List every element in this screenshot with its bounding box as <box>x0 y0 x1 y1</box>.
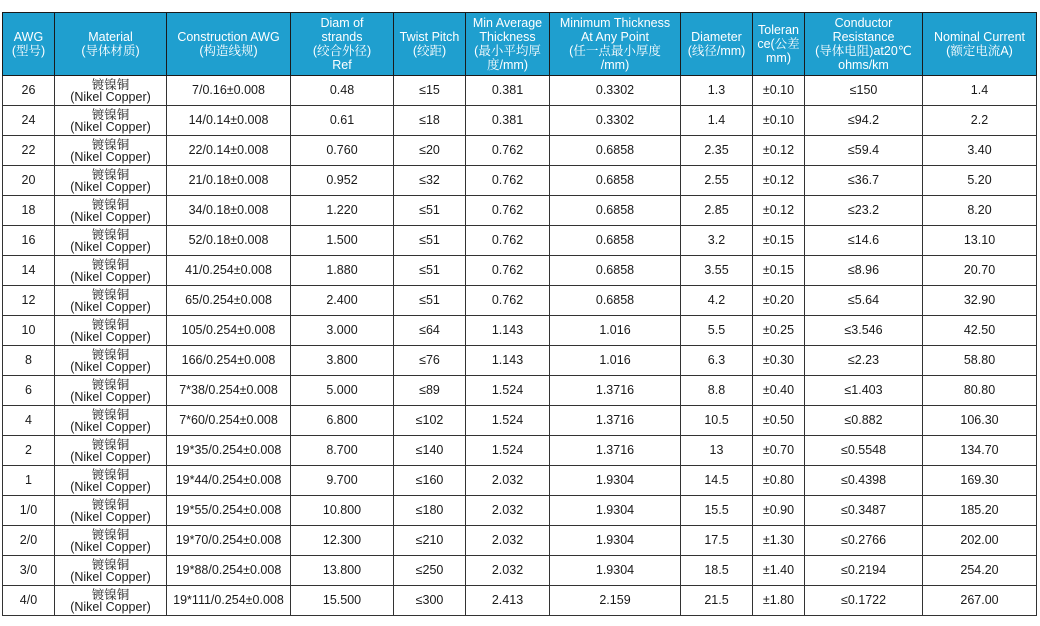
column-header-line: (绞距) <box>412 44 447 58</box>
wire-spec-table <box>2 12 1037 616</box>
cell-material <box>55 436 167 466</box>
cell-min-thickness-point: 1.3716 <box>550 406 681 436</box>
column-header-line: 度/mm) <box>487 58 528 72</box>
material-chinese: 镀镍铜 <box>91 557 130 572</box>
cell-diam-strands: 3.000 <box>291 316 394 346</box>
cell-nominal-current: 13.10 <box>923 226 1037 256</box>
cell-tolerance: ±0.15 <box>753 226 805 256</box>
table-row <box>3 196 1037 226</box>
table-row <box>3 346 1037 376</box>
material-english: (Nikel Copper) <box>70 299 151 314</box>
material-english: (Nikel Copper) <box>70 209 151 224</box>
material-chinese: 镀镍铜 <box>91 197 130 212</box>
table-row <box>3 136 1037 166</box>
cell-awg: 26 <box>3 76 55 106</box>
column-header-diameter <box>681 13 753 76</box>
table-row <box>3 256 1037 286</box>
material-chinese: 镀镍铜 <box>91 257 130 272</box>
cell-diam-strands: 13.800 <box>291 556 394 586</box>
material-english: (Nikel Copper) <box>70 239 151 254</box>
material-english: (Nikel Copper) <box>70 359 151 374</box>
cell-awg: 2/0 <box>3 526 55 556</box>
cell-material <box>55 256 167 286</box>
material-chinese: 镀镍铜 <box>91 377 130 392</box>
cell-twist-pitch: ≤20 <box>394 136 466 166</box>
cell-diam-strands: 1.500 <box>291 226 394 256</box>
cell-material <box>55 136 167 166</box>
cell-nominal-current: 80.80 <box>923 376 1037 406</box>
cell-diam-strands: 0.61 <box>291 106 394 136</box>
cell-construction: 7/0.16±0.008 <box>167 76 291 106</box>
cell-min-avg-thickness: 0.762 <box>466 136 550 166</box>
cell-min-thickness-point: 1.016 <box>550 316 681 346</box>
cell-tolerance: ±0.80 <box>753 466 805 496</box>
table-row <box>3 376 1037 406</box>
cell-conductor-resistance: ≤0.882 <box>805 406 923 436</box>
cell-conductor-resistance: ≤0.3487 <box>805 496 923 526</box>
cell-material <box>55 526 167 556</box>
cell-conductor-resistance: ≤1.403 <box>805 376 923 406</box>
cell-tolerance: ±0.70 <box>753 436 805 466</box>
header-row <box>3 13 1037 76</box>
cell-awg: 3/0 <box>3 556 55 586</box>
material-chinese: 镀镍铜 <box>91 317 130 332</box>
cell-diameter: 17.5 <box>681 526 753 556</box>
cell-tolerance: ±1.40 <box>753 556 805 586</box>
cell-nominal-current: 106.30 <box>923 406 1037 436</box>
cell-diameter: 14.5 <box>681 466 753 496</box>
cell-nominal-current: 267.00 <box>923 586 1037 616</box>
cell-diam-strands: 3.800 <box>291 346 394 376</box>
cell-construction: 19*44/0.254±0.008 <box>167 466 291 496</box>
cell-diam-strands: 12.300 <box>291 526 394 556</box>
cell-conductor-resistance: ≤3.546 <box>805 316 923 346</box>
cell-twist-pitch: ≤160 <box>394 466 466 496</box>
table-row <box>3 166 1037 196</box>
material-chinese: 镀镍铜 <box>91 137 130 152</box>
cell-diam-strands: 1.880 <box>291 256 394 286</box>
material-english: (Nikel Copper) <box>70 329 151 344</box>
column-header-line: Diam of <box>320 16 364 30</box>
cell-material <box>55 316 167 346</box>
table-row <box>3 466 1037 496</box>
cell-diam-strands: 0.48 <box>291 76 394 106</box>
cell-min-thickness-point: 0.3302 <box>550 106 681 136</box>
column-header-line: Nominal Current <box>933 30 1025 44</box>
cell-conductor-resistance: ≤23.2 <box>805 196 923 226</box>
cell-conductor-resistance: ≤0.2766 <box>805 526 923 556</box>
material-chinese: 镀镍铜 <box>91 407 130 422</box>
cell-tolerance: ±0.90 <box>753 496 805 526</box>
cell-min-thickness-point: 0.6858 <box>550 226 681 256</box>
cell-material <box>55 586 167 616</box>
cell-tolerance: ±0.10 <box>753 76 805 106</box>
cell-conductor-resistance: ≤0.5548 <box>805 436 923 466</box>
cell-twist-pitch: ≤76 <box>394 346 466 376</box>
column-header-line: At Any Point <box>580 30 650 44</box>
cell-conductor-resistance: ≤0.4398 <box>805 466 923 496</box>
cell-nominal-current: 3.40 <box>923 136 1037 166</box>
cell-min-thickness-point: 1.3716 <box>550 436 681 466</box>
column-header-line: Resistance <box>832 30 895 44</box>
material-english: (Nikel Copper) <box>70 119 151 134</box>
cell-conductor-resistance: ≤0.1722 <box>805 586 923 616</box>
cell-material <box>55 196 167 226</box>
cell-min-avg-thickness: 0.381 <box>466 106 550 136</box>
cell-construction: 65/0.254±0.008 <box>167 286 291 316</box>
cell-diam-strands: 0.952 <box>291 166 394 196</box>
cell-diam-strands: 1.220 <box>291 196 394 226</box>
cell-nominal-current: 58.80 <box>923 346 1037 376</box>
table-row <box>3 556 1037 586</box>
cell-twist-pitch: ≤18 <box>394 106 466 136</box>
material-chinese: 镀镍铜 <box>91 227 130 242</box>
cell-min-avg-thickness: 1.524 <box>466 376 550 406</box>
cell-awg: 24 <box>3 106 55 136</box>
column-header-line: (导体材质) <box>81 44 140 58</box>
material-chinese: 镀镍铜 <box>91 587 130 602</box>
table-row <box>3 406 1037 436</box>
cell-min-thickness-point: 0.6858 <box>550 286 681 316</box>
cell-conductor-resistance: ≤0.2194 <box>805 556 923 586</box>
table-row <box>3 106 1037 136</box>
cell-nominal-current: 42.50 <box>923 316 1037 346</box>
material-english: (Nikel Copper) <box>70 539 151 554</box>
cell-tolerance: ±0.12 <box>753 136 805 166</box>
cell-nominal-current: 8.20 <box>923 196 1037 226</box>
cell-min-thickness-point: 0.3302 <box>550 76 681 106</box>
column-header-material <box>55 13 167 76</box>
cell-min-avg-thickness: 2.032 <box>466 556 550 586</box>
cell-twist-pitch: ≤51 <box>394 256 466 286</box>
column-header-nominal-current <box>923 13 1037 76</box>
material-english: (Nikel Copper) <box>70 449 151 464</box>
material-chinese: 镀镍铜 <box>91 437 130 452</box>
cell-tolerance: ±0.12 <box>753 166 805 196</box>
cell-conductor-resistance: ≤2.23 <box>805 346 923 376</box>
cell-min-avg-thickness: 1.524 <box>466 406 550 436</box>
cell-construction: 7*60/0.254±0.008 <box>167 406 291 436</box>
cell-diameter: 8.8 <box>681 376 753 406</box>
cell-twist-pitch: ≤51 <box>394 226 466 256</box>
cell-awg: 6 <box>3 376 55 406</box>
table-row <box>3 496 1037 526</box>
cell-diameter: 4.2 <box>681 286 753 316</box>
cell-min-thickness-point: 0.6858 <box>550 196 681 226</box>
cell-diameter: 1.4 <box>681 106 753 136</box>
cell-diameter: 5.5 <box>681 316 753 346</box>
cell-nominal-current: 1.4 <box>923 76 1037 106</box>
cell-awg: 14 <box>3 256 55 286</box>
table-row <box>3 226 1037 256</box>
cell-conductor-resistance: ≤59.4 <box>805 136 923 166</box>
column-header-line: Material <box>88 30 133 44</box>
material-english: (Nikel Copper) <box>70 269 151 284</box>
material-chinese: 镀镍铜 <box>91 347 130 362</box>
cell-conductor-resistance: ≤5.64 <box>805 286 923 316</box>
column-header-min-thickness-point <box>550 13 681 76</box>
cell-diam-strands: 9.700 <box>291 466 394 496</box>
cell-material <box>55 466 167 496</box>
table-row <box>3 286 1037 316</box>
cell-material <box>55 556 167 586</box>
column-header-line: (型号) <box>11 44 46 58</box>
cell-min-thickness-point: 1.016 <box>550 346 681 376</box>
cell-nominal-current: 5.20 <box>923 166 1037 196</box>
cell-diameter: 2.35 <box>681 136 753 166</box>
cell-min-avg-thickness: 0.762 <box>466 166 550 196</box>
cell-diameter: 21.5 <box>681 586 753 616</box>
cell-min-avg-thickness: 0.762 <box>466 256 550 286</box>
cell-construction: 19*88/0.254±0.008 <box>167 556 291 586</box>
cell-construction: 19*111/0.254±0.008 <box>167 586 291 616</box>
cell-tolerance: ±0.25 <box>753 316 805 346</box>
cell-min-avg-thickness: 2.032 <box>466 496 550 526</box>
material-chinese: 镀镍铜 <box>91 527 130 542</box>
column-header-line: Diameter <box>691 30 742 44</box>
cell-twist-pitch: ≤102 <box>394 406 466 436</box>
cell-tolerance: ±0.40 <box>753 376 805 406</box>
cell-awg: 1/0 <box>3 496 55 526</box>
cell-twist-pitch: ≤210 <box>394 526 466 556</box>
spec-table-container <box>2 12 1036 616</box>
cell-diam-strands: 15.500 <box>291 586 394 616</box>
table-row <box>3 316 1037 346</box>
column-header-line: Conductor <box>834 16 893 30</box>
material-english: (Nikel Copper) <box>70 479 151 494</box>
column-header-line: /mm) <box>600 58 630 72</box>
cell-material <box>55 106 167 136</box>
material-english: (Nikel Copper) <box>70 179 151 194</box>
material-chinese: 镀镍铜 <box>91 167 130 182</box>
cell-construction: 7*38/0.254±0.008 <box>167 376 291 406</box>
cell-min-avg-thickness: 1.524 <box>466 436 550 466</box>
column-header-min-avg-thickness <box>466 13 550 76</box>
column-header-line: (任一点最小厚度 <box>569 44 661 58</box>
column-header-line: (额定电流A) <box>946 44 1013 58</box>
cell-material <box>55 376 167 406</box>
cell-min-avg-thickness: 0.762 <box>466 226 550 256</box>
column-header-diam-strands <box>291 13 394 76</box>
cell-material <box>55 406 167 436</box>
cell-diameter: 6.3 <box>681 346 753 376</box>
cell-min-thickness-point: 1.9304 <box>550 526 681 556</box>
column-header-line: Min Average <box>472 16 543 30</box>
cell-tolerance: ±0.30 <box>753 346 805 376</box>
column-header-line: strands <box>321 30 363 44</box>
cell-min-avg-thickness: 2.032 <box>466 526 550 556</box>
cell-construction: 34/0.18±0.008 <box>167 196 291 226</box>
cell-diameter: 15.5 <box>681 496 753 526</box>
cell-tolerance: ±0.20 <box>753 286 805 316</box>
cell-construction: 166/0.254±0.008 <box>167 346 291 376</box>
cell-nominal-current: 185.20 <box>923 496 1037 526</box>
column-header-line: (导体电阻)at20℃ <box>815 44 912 58</box>
material-english: (Nikel Copper) <box>70 599 151 614</box>
cell-twist-pitch: ≤15 <box>394 76 466 106</box>
cell-diam-strands: 10.800 <box>291 496 394 526</box>
column-header-line: Thickness <box>479 30 536 44</box>
material-english: (Nikel Copper) <box>70 389 151 404</box>
cell-awg: 22 <box>3 136 55 166</box>
cell-nominal-current: 20.70 <box>923 256 1037 286</box>
cell-nominal-current: 32.90 <box>923 286 1037 316</box>
cell-nominal-current: 134.70 <box>923 436 1037 466</box>
cell-twist-pitch: ≤140 <box>394 436 466 466</box>
column-header-awg <box>3 13 55 76</box>
cell-awg: 16 <box>3 226 55 256</box>
cell-twist-pitch: ≤64 <box>394 316 466 346</box>
cell-nominal-current: 2.2 <box>923 106 1037 136</box>
material-chinese: 镀镍铜 <box>91 467 130 482</box>
cell-construction: 52/0.18±0.008 <box>167 226 291 256</box>
cell-min-thickness-point: 1.9304 <box>550 496 681 526</box>
cell-material <box>55 346 167 376</box>
material-english: (Nikel Copper) <box>70 509 151 524</box>
cell-diam-strands: 5.000 <box>291 376 394 406</box>
cell-tolerance: ±0.50 <box>753 406 805 436</box>
cell-diameter: 2.55 <box>681 166 753 196</box>
column-header-conductor-resistance <box>805 13 923 76</box>
cell-diameter: 3.2 <box>681 226 753 256</box>
cell-conductor-resistance: ≤36.7 <box>805 166 923 196</box>
column-header-construction <box>167 13 291 76</box>
cell-material <box>55 166 167 196</box>
cell-min-avg-thickness: 1.143 <box>466 346 550 376</box>
column-header-line: Toleran <box>758 23 799 37</box>
table-body <box>3 76 1037 616</box>
cell-min-avg-thickness: 0.762 <box>466 196 550 226</box>
column-header-line: (构造线规) <box>199 44 258 58</box>
cell-awg: 18 <box>3 196 55 226</box>
cell-min-thickness-point: 0.6858 <box>550 166 681 196</box>
cell-material <box>55 226 167 256</box>
material-chinese: 镀镍铜 <box>91 77 130 92</box>
cell-conductor-resistance: ≤8.96 <box>805 256 923 286</box>
material-chinese: 镀镍铜 <box>91 497 130 512</box>
cell-diameter: 18.5 <box>681 556 753 586</box>
cell-diameter: 1.3 <box>681 76 753 106</box>
cell-twist-pitch: ≤51 <box>394 286 466 316</box>
cell-conductor-resistance: ≤94.2 <box>805 106 923 136</box>
column-header-line: Minimum Thickness <box>559 16 671 30</box>
cell-diameter: 13 <box>681 436 753 466</box>
cell-min-avg-thickness: 2.032 <box>466 466 550 496</box>
cell-diameter: 2.85 <box>681 196 753 226</box>
cell-awg: 20 <box>3 166 55 196</box>
cell-twist-pitch: ≤51 <box>394 196 466 226</box>
cell-twist-pitch: ≤180 <box>394 496 466 526</box>
cell-min-thickness-point: 1.9304 <box>550 556 681 586</box>
table-row <box>3 76 1037 106</box>
column-header-line: ohms/km <box>838 58 889 72</box>
column-header-twist-pitch <box>394 13 466 76</box>
cell-tolerance: ±1.30 <box>753 526 805 556</box>
cell-construction: 19*70/0.254±0.008 <box>167 526 291 556</box>
cell-min-thickness-point: 1.3716 <box>550 376 681 406</box>
cell-awg: 2 <box>3 436 55 466</box>
cell-awg: 12 <box>3 286 55 316</box>
material-english: (Nikel Copper) <box>70 569 151 584</box>
cell-min-avg-thickness: 0.381 <box>466 76 550 106</box>
cell-min-thickness-point: 1.9304 <box>550 466 681 496</box>
cell-awg: 4/0 <box>3 586 55 616</box>
cell-material <box>55 76 167 106</box>
cell-twist-pitch: ≤89 <box>394 376 466 406</box>
cell-min-thickness-point: 0.6858 <box>550 256 681 286</box>
cell-awg: 8 <box>3 346 55 376</box>
cell-min-avg-thickness: 1.143 <box>466 316 550 346</box>
column-header-line: mm) <box>766 51 791 65</box>
cell-nominal-current: 254.20 <box>923 556 1037 586</box>
cell-tolerance: ±0.15 <box>753 256 805 286</box>
column-header-line: ce(公差 <box>757 37 800 51</box>
cell-diameter: 10.5 <box>681 406 753 436</box>
cell-min-avg-thickness: 0.762 <box>466 286 550 316</box>
column-header-line: AWG <box>13 30 44 44</box>
cell-tolerance: ±0.10 <box>753 106 805 136</box>
table-row <box>3 436 1037 466</box>
material-chinese: 镀镍铜 <box>91 287 130 302</box>
cell-construction: 19*55/0.254±0.008 <box>167 496 291 526</box>
column-header-line: Twist Pitch <box>399 30 460 44</box>
material-chinese: 镀镍铜 <box>91 107 130 122</box>
table-row <box>3 526 1037 556</box>
cell-construction: 19*35/0.254±0.008 <box>167 436 291 466</box>
cell-awg: 1 <box>3 466 55 496</box>
cell-diam-strands: 8.700 <box>291 436 394 466</box>
column-header-tolerance <box>753 13 805 76</box>
cell-conductor-resistance: ≤150 <box>805 76 923 106</box>
cell-construction: 14/0.14±0.008 <box>167 106 291 136</box>
cell-twist-pitch: ≤300 <box>394 586 466 616</box>
cell-nominal-current: 202.00 <box>923 526 1037 556</box>
cell-conductor-resistance: ≤14.6 <box>805 226 923 256</box>
column-header-line: Ref <box>332 58 352 72</box>
column-header-line: (线径/mm) <box>687 44 746 58</box>
cell-diam-strands: 0.760 <box>291 136 394 166</box>
cell-construction: 21/0.18±0.008 <box>167 166 291 196</box>
cell-diam-strands: 6.800 <box>291 406 394 436</box>
cell-material <box>55 496 167 526</box>
cell-construction: 105/0.254±0.008 <box>167 316 291 346</box>
cell-tolerance: ±0.12 <box>753 196 805 226</box>
cell-material <box>55 286 167 316</box>
cell-min-thickness-point: 2.159 <box>550 586 681 616</box>
cell-diameter: 3.55 <box>681 256 753 286</box>
cell-twist-pitch: ≤250 <box>394 556 466 586</box>
cell-twist-pitch: ≤32 <box>394 166 466 196</box>
material-english: (Nikel Copper) <box>70 419 151 434</box>
cell-min-thickness-point: 0.6858 <box>550 136 681 166</box>
column-header-line: Construction AWG <box>177 30 280 44</box>
column-header-line: (最小平均厚 <box>474 44 541 58</box>
cell-diam-strands: 2.400 <box>291 286 394 316</box>
cell-awg: 4 <box>3 406 55 436</box>
material-english: (Nikel Copper) <box>70 149 151 164</box>
cell-min-avg-thickness: 2.413 <box>466 586 550 616</box>
cell-construction: 41/0.254±0.008 <box>167 256 291 286</box>
cell-nominal-current: 169.30 <box>923 466 1037 496</box>
table-row <box>3 586 1037 616</box>
cell-construction: 22/0.14±0.008 <box>167 136 291 166</box>
material-english: (Nikel Copper) <box>70 89 151 104</box>
column-header-line: (绞合外径) <box>312 44 372 58</box>
cell-awg: 10 <box>3 316 55 346</box>
cell-tolerance: ±1.80 <box>753 586 805 616</box>
